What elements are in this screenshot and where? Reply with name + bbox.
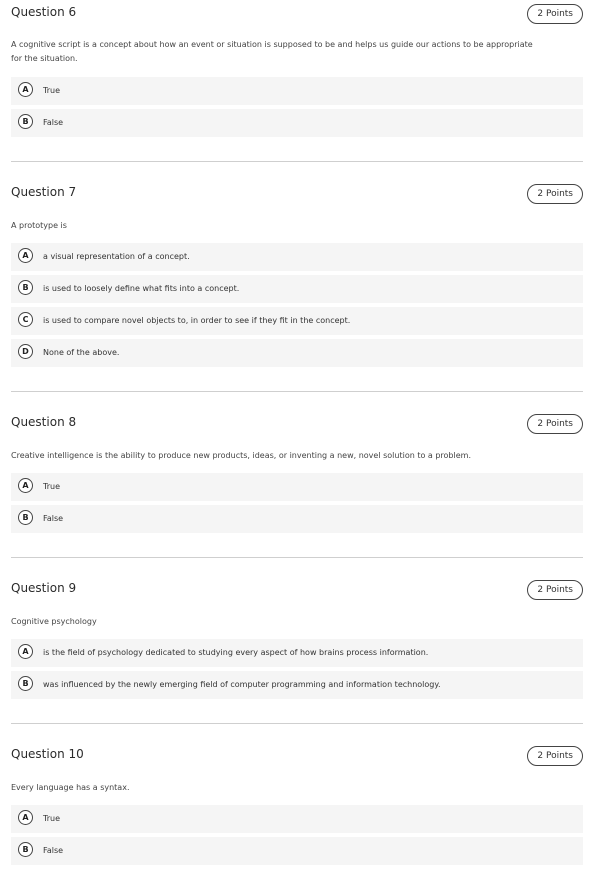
question-divider	[11, 161, 583, 162]
option-label: None of the above.	[43, 348, 120, 357]
option-label: False	[43, 846, 64, 855]
points-badge: 2 Points	[527, 4, 583, 24]
question-6	[11, 4, 583, 139]
option-letter-circle: A	[18, 82, 33, 97]
question-text-line: for the situation.	[11, 54, 78, 63]
option-label: False	[43, 118, 64, 127]
option-label: False	[43, 514, 64, 523]
option-b[interactable]	[11, 505, 583, 533]
question-9	[11, 580, 583, 702]
option-letter-circle: A	[18, 478, 33, 493]
points-badge: 2 Points	[527, 414, 583, 434]
option-letter-circle: C	[18, 312, 33, 327]
option-label: is used to compare novel objects to, in order to see if they fit in the concept.	[43, 316, 351, 325]
option-b[interactable]	[11, 671, 583, 699]
option-label: is used to loosely define what fits into a concept.	[43, 284, 240, 293]
option-a[interactable]	[11, 77, 583, 105]
option-label: True	[43, 86, 60, 95]
option-letter-circle: A	[18, 810, 33, 825]
points-badge: 2 Points	[527, 184, 583, 204]
points-badge: 2 Points	[527, 746, 583, 766]
question-text-line: A cognitive script is a concept about how an event or situation is supposed to be and helps us guide our actions to be appropriate	[11, 40, 533, 49]
option-letter-circle: B	[18, 114, 33, 129]
question-title: Question 9	[11, 581, 77, 595]
option-b[interactable]	[11, 275, 583, 303]
option-a[interactable]	[11, 473, 583, 501]
option-letter-circle: B	[18, 842, 33, 857]
option-label: True	[43, 482, 60, 491]
question-divider	[11, 723, 583, 724]
question-divider	[11, 557, 583, 558]
question-text	[11, 615, 583, 629]
question-text	[11, 781, 583, 795]
option-letter-circle: B	[18, 280, 33, 295]
points-badge: 2 Points	[527, 580, 583, 600]
option-a[interactable]	[11, 805, 583, 833]
question-text-line: Cognitive psychology	[11, 617, 97, 626]
option-label: is the field of psychology dedicated to studying every aspect of how brains process information.	[43, 648, 429, 657]
option-letter-circle: A	[18, 248, 33, 263]
question-title: Question 8	[11, 415, 77, 429]
question-10	[11, 746, 583, 868]
option-label: a visual representation of a concept.	[43, 252, 190, 261]
question-text	[11, 38, 583, 66]
option-b[interactable]	[11, 837, 583, 865]
option-b[interactable]	[11, 109, 583, 137]
option-letter-circle: B	[18, 510, 33, 525]
option-a[interactable]	[11, 639, 583, 667]
question-text-line: Creative intelligence is the ability to produce new products, ideas, or inventing a new, novel solution to a problem.	[11, 451, 471, 460]
question-title: Question 6	[11, 5, 77, 19]
option-label: was influenced by the newly emerging field of computer programming and information technology.	[43, 680, 441, 689]
question-text	[11, 449, 583, 463]
question-text-line: Every language has a syntax.	[11, 783, 130, 792]
question-text	[11, 219, 583, 233]
option-a[interactable]	[11, 243, 583, 271]
option-d[interactable]	[11, 339, 583, 367]
question-7	[11, 184, 583, 369]
question-title: Question 10	[11, 747, 84, 761]
option-c[interactable]	[11, 307, 583, 335]
question-8	[11, 414, 583, 536]
question-title: Question 7	[11, 185, 77, 199]
option-label: True	[43, 814, 60, 823]
option-letter-circle: A	[18, 644, 33, 659]
option-letter-circle: D	[18, 344, 33, 359]
question-divider	[11, 391, 583, 392]
question-text-line: A prototype is	[11, 221, 67, 230]
option-letter-circle: B	[18, 676, 33, 691]
